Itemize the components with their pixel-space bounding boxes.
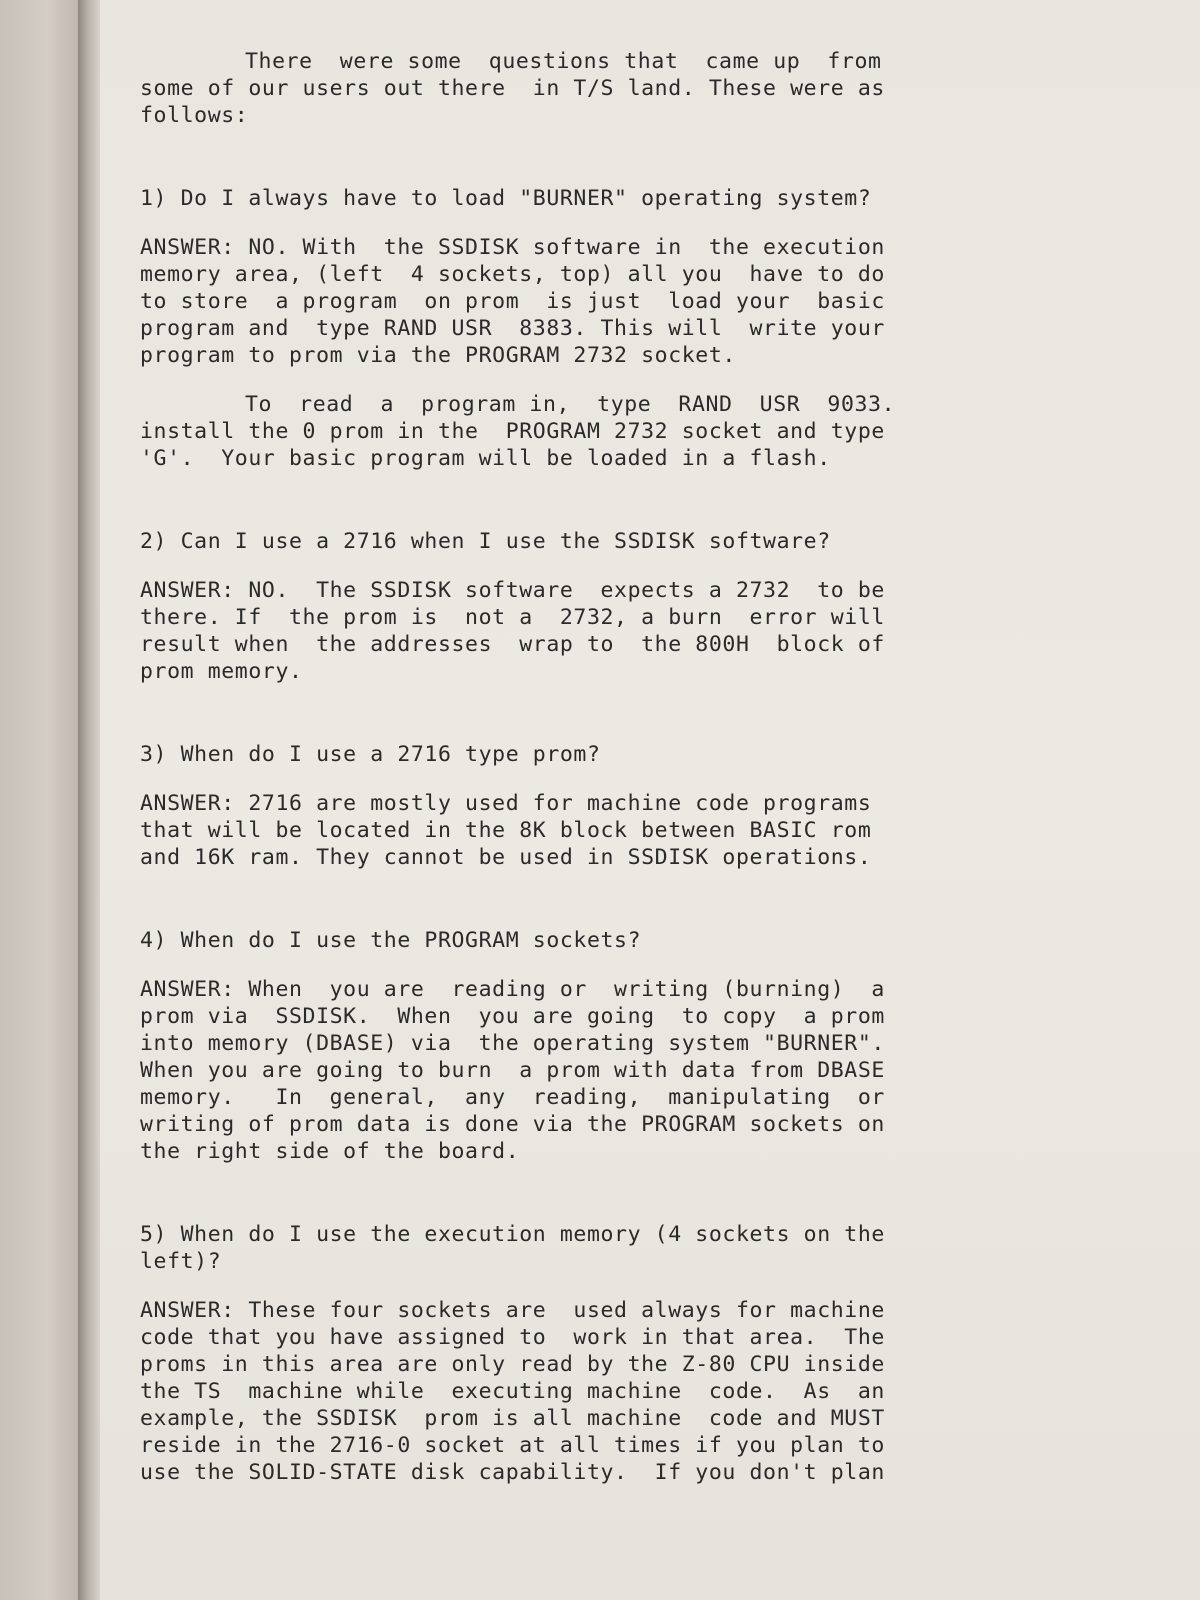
answer-line: install the 0 prom in the PROGRAM 2732 socket and type <box>140 419 885 444</box>
faq-item-1 <box>140 185 1020 472</box>
answer-line: prom memory. <box>140 659 303 684</box>
intro-line: There were some questions that came up from <box>245 49 882 74</box>
answer-line: memory area, (left 4 sockets, top) all you have to do <box>140 262 885 287</box>
answer-line: When you are going to burn a prom with data from DBASE <box>140 1058 885 1083</box>
answer-line: ANSWER: NO. With the SSDISK software in the execution <box>140 235 885 260</box>
question-4: 4) When do I use the PROGRAM sockets? <box>140 928 642 953</box>
book-gutter <box>78 0 100 1600</box>
answer-4 <box>140 976 1020 1165</box>
faq-item-2 <box>140 528 1020 685</box>
question-3: 3) When do I use a 2716 type prom? <box>140 742 601 767</box>
answer-line: into memory (DBASE) via the operating system "BURNER". <box>140 1031 885 1056</box>
answer-line: ANSWER: 2716 are mostly used for machine code programs <box>140 791 872 816</box>
answer-line: ANSWER: When you are reading or writing (burning) a <box>140 977 885 1002</box>
answer-2 <box>140 577 1020 685</box>
faq-item-3 <box>140 741 1020 871</box>
answer-1-followup <box>140 391 1020 472</box>
answer-line: example, the SSDISK prom is all machine code and MUST <box>140 1406 885 1431</box>
answer-line: program and type RAND USR 8383. This will write your <box>140 316 885 341</box>
answer-3 <box>140 790 1020 871</box>
answer-line: program to prom via the PROGRAM 2732 socket. <box>140 343 736 368</box>
answer-5 <box>140 1297 1020 1486</box>
answer-line: memory. In general, any reading, manipulating or <box>140 1085 885 1110</box>
page-body <box>140 48 1020 1486</box>
question-2: 2) Can I use a 2716 when I use the SSDISK software? <box>140 529 831 554</box>
intro-paragraph <box>140 48 1020 129</box>
faq-item-4 <box>140 927 1020 1165</box>
answer-line: proms in this area are only read by the Z-80 CPU inside <box>140 1352 885 1377</box>
answer-line: use the SOLID-STATE disk capability. If you don't plan <box>140 1460 885 1485</box>
answer-line: code that you have assigned to work in that area. The <box>140 1325 885 1350</box>
answer-line: 'G'. Your basic program will be loaded in a flash. <box>140 446 831 471</box>
answer-line: writing of prom data is done via the PROGRAM sockets on <box>140 1112 885 1137</box>
answer-line: To read a program in, type RAND USR 9033. <box>245 392 896 417</box>
answer-line: that will be located in the 8K block between BASIC rom <box>140 818 872 843</box>
answer-line: ANSWER: These four sockets are used always for machine <box>140 1298 885 1323</box>
intro-line: follows: <box>140 103 249 128</box>
answer-line: result when the addresses wrap to the 800H block of <box>140 632 885 657</box>
question-1: 1) Do I always have to load "BURNER" operating system? <box>140 186 872 211</box>
answer-line: to store a program on prom is just load your basic <box>140 289 885 314</box>
answer-line: the right side of the board. <box>140 1139 520 1164</box>
intro-line: some of our users out there in T/S land. These were as <box>140 76 885 101</box>
answer-line: prom via SSDISK. When you are going to copy a prom <box>140 1004 885 1029</box>
answer-line: reside in the 2716-0 socket at all times if you plan to <box>140 1433 885 1458</box>
facing-page-edge <box>0 0 78 1600</box>
question-5-line: 5) When do I use the execution memory (4 sockets on the <box>140 1222 885 1247</box>
answer-line: and 16K ram. They cannot be used in SSDISK operations. <box>140 845 872 870</box>
answer-line: there. If the prom is not a 2732, a burn error will <box>140 605 885 630</box>
document-page <box>100 0 1200 1600</box>
answer-line: the TS machine while executing machine code. As an <box>140 1379 885 1404</box>
question-5-line: left)? <box>140 1249 222 1274</box>
answer-line: ANSWER: NO. The SSDISK software expects a 2732 to be <box>140 578 885 603</box>
answer-1 <box>140 234 1020 369</box>
faq-item-5 <box>140 1221 1020 1486</box>
